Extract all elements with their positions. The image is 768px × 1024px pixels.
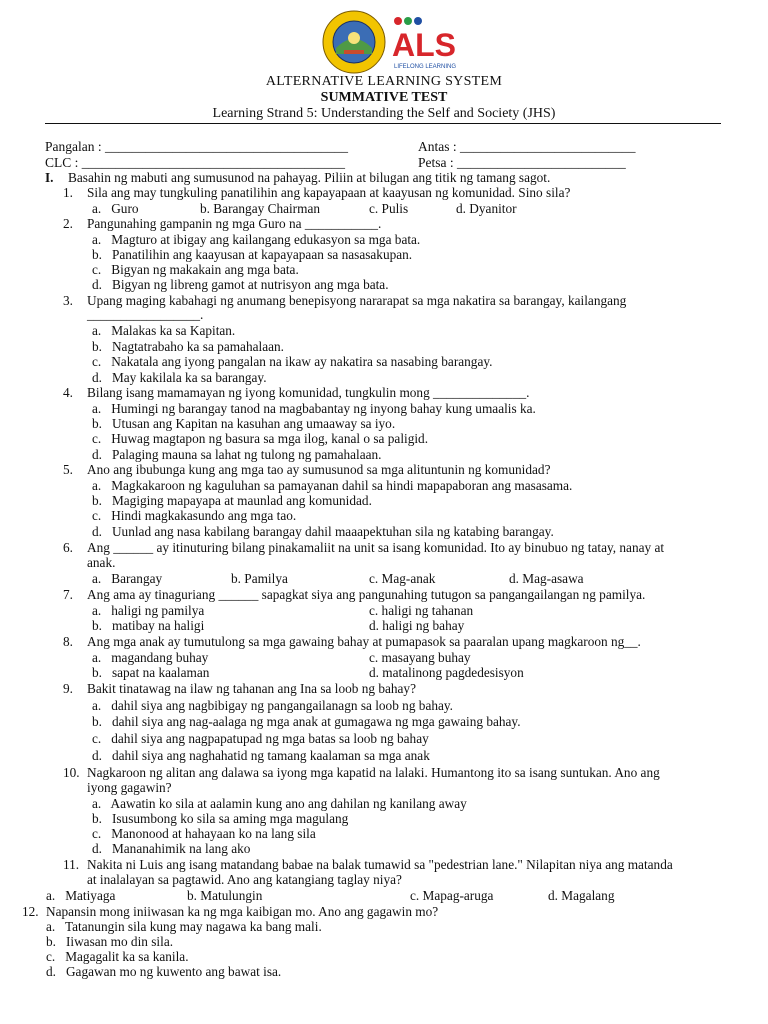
q1-option-c[interactable]: c. Pulis: [369, 201, 409, 216]
q5-option-d[interactable]: d. Uunlad ang nasa kabilang barangay dahil maaapektuhan sila ng katabing barangay.: [92, 524, 554, 539]
question-3-text-cont: _________________.: [87, 307, 204, 322]
question-6-text-cont: anak.: [87, 555, 116, 570]
q8-option-a[interactable]: a. magandang buhay: [92, 650, 209, 665]
q12-option-b[interactable]: b. Iiwasan mo din sila.: [46, 934, 174, 949]
question-7-number: 7.: [63, 587, 73, 602]
q3-option-d[interactable]: d. May kakilala ka sa barangay.: [92, 370, 267, 385]
question-2-number: 2.: [63, 216, 73, 231]
q7-option-b[interactable]: b. matibay na haligi: [92, 618, 205, 633]
strand-title: Learning Strand 5: Understanding the Self and Society (JHS): [212, 106, 556, 121]
q10-option-c[interactable]: c. Manonood at hahayaan ko na lang sila: [92, 826, 316, 841]
question-10-number: 10.: [63, 765, 80, 780]
q7-option-a[interactable]: a. haligi ng pamilya: [92, 603, 205, 618]
q2-option-c[interactable]: c. Bigyan ng makakain ang mga bata.: [92, 262, 299, 277]
question-7-text: Ang ama ay tinaguriang ______ sapagkat siya ang pangunahing tutugon sa pangangailangan ng pamilya.: [87, 587, 646, 602]
pangalan-field[interactable]: Pangalan : ____________________________________: [45, 139, 348, 154]
q12-option-d[interactable]: d. Gagawan mo ng kuwento ang bawat isa.: [46, 964, 282, 979]
system-title: ALTERNATIVE LEARNING SYSTEM: [265, 74, 503, 89]
q10-option-b[interactable]: b. Isusumbong ko sila sa aming mga magulang: [92, 811, 349, 826]
q5-option-a[interactable]: a. Magkakaroon ng kaguluhan sa pamayanan dahil sa hindi mapapaboran ang masasama.: [92, 478, 573, 493]
question-3-number: 3.: [63, 293, 73, 308]
section-number: I.: [45, 170, 54, 185]
q10-option-a[interactable]: a. Aawatin ko sila at aalamin kung ano ang dahilan ng kanilang away: [92, 796, 467, 811]
q1-option-b[interactable]: b. Barangay Chairman: [200, 201, 321, 216]
q4-option-b[interactable]: b. Utusan ang Kapitan na kasuhan ang umaaway sa iyo.: [92, 416, 396, 431]
question-9-text: Bakit tinatawag na ilaw ng tahanan ang Ina sa loob ng bahay?: [87, 681, 416, 696]
q4-option-c[interactable]: c. Huwag magtapon ng basura sa mga ilog, kanal o sa paligid.: [92, 431, 429, 446]
q8-option-b[interactable]: b. sapat na kaalaman: [92, 665, 210, 680]
question-6-text: Ang ______ ay itinuturing bilang pinakamaliit na unit sa isang komunidad. Ito ay binubuo ng tatay, nanay at: [87, 540, 665, 555]
als-logo-icon: [392, 16, 457, 72]
header-logos: [0, 10, 768, 72]
question-11-text: Nakita ni Luis ang isang matandang babae na balak tumawid sa "pedestrian lane." Nilapitan niya ang matanda: [87, 857, 673, 872]
q9-option-b[interactable]: b. dahil siya ang nag-aalaga ng mga anak at gumagawa ng mga gawaing bahay.: [92, 714, 521, 729]
q6-option-a[interactable]: a. Barangay: [92, 571, 163, 586]
question-1-text: Sila ang may tungkuling panatilihin ang kapayapaan at kaayusan ng komunidad. Sino sila?: [87, 185, 571, 200]
petsa-field[interactable]: Petsa : _________________________: [418, 155, 626, 170]
question-10-text-cont: iyong gagawin?: [87, 780, 172, 795]
q4-option-d[interactable]: d. Palaging mauna sa lahat ng tulong ng pamahalaan.: [92, 447, 382, 462]
question-12-number: 12.: [22, 904, 39, 919]
question-4-number: 4.: [63, 385, 73, 400]
question-10-text: Nagkaroon ng alitan ang dalawa sa iyong mga kapatid na lalaki. Humantong ito sa isang suntukan. Ano ang: [87, 765, 660, 780]
q8-option-c[interactable]: c. masayang buhay: [369, 650, 471, 665]
q11-option-c[interactable]: c. Mapag-aruga: [410, 888, 494, 903]
question-6-number: 6.: [63, 540, 73, 555]
deped-sorsogon-seal-icon: [322, 10, 386, 74]
question-9-number: 9.: [63, 681, 73, 696]
question-8-text: Ang mga anak ay tumutulong sa mga gawaing bahay at pumapasok sa paaralan upang magkaroon ng__.: [87, 634, 641, 649]
q11-option-a[interactable]: a. Matiyaga: [46, 888, 116, 903]
question-2-text: Pangunahing gampanin ng mga Guro na ___________.: [87, 216, 382, 231]
header-divider: [45, 123, 721, 124]
q8-option-d[interactable]: d. matalinong pagdedesisyon: [369, 665, 524, 680]
q12-option-a[interactable]: a. Tatanungin sila kung may nagawa ka bang mali.: [46, 919, 322, 934]
als-tagline: LIFELONG LEARNING: [394, 64, 457, 70]
q7-option-c[interactable]: c. haligi ng tahanan: [369, 603, 474, 618]
q4-option-a[interactable]: a. Humingi ng barangay tanod na magbabantay ng inyong bahay kung umaalis ka.: [92, 401, 536, 416]
q1-option-a[interactable]: a. Guro: [92, 201, 139, 216]
als-logo-text: ALS: [392, 27, 456, 63]
question-5-text: Ano ang ibubunga kung ang mga tao ay sumusunod sa mga alituntunin ng komunidad?: [87, 462, 551, 477]
q6-option-b[interactable]: b. Pamilya: [231, 571, 288, 586]
q7-option-d[interactable]: d. haligi ng bahay: [369, 618, 465, 633]
q1-option-d[interactable]: d. Dyanitor: [456, 201, 517, 216]
q12-option-c[interactable]: c. Magagalit ka sa kanila.: [46, 949, 189, 964]
q2-option-b[interactable]: b. Panatilihin ang kaayusan at kapayapaan sa nasasakupan.: [92, 247, 413, 262]
q3-option-c[interactable]: c. Nakatala ang iyong pangalan na ikaw ay nakatira sa nasabing barangay.: [92, 354, 493, 369]
q5-option-b[interactable]: b. Magiging mapayapa at maunlad ang komunidad.: [92, 493, 372, 508]
question-12-text: Napansin mong iniiwasan ka ng mga kaibigan mo. Ano ang gagawin mo?: [46, 904, 439, 919]
antas-field[interactable]: Antas : __________________________: [418, 139, 636, 154]
question-11-number: 11.: [63, 857, 80, 872]
clc-field[interactable]: CLC : _______________________________________: [45, 155, 346, 170]
section-instruction: Basahin ng mabuti ang sumusunod na pahayag. Piliin at bilugan ang titik ng tamang sagot.: [68, 170, 551, 185]
q6-option-d[interactable]: d. Mag-asawa: [509, 571, 584, 586]
q9-option-c[interactable]: c. dahil siya ang nagpapatupad ng mga batas sa loob ng bahay: [92, 731, 429, 746]
question-3-text: Upang maging kabahagi ng anumang benepisyong nararapat sa mga nakatira sa barangay, kailangang: [87, 293, 627, 308]
question-1-number: 1.: [63, 185, 73, 200]
q9-option-a[interactable]: a. dahil siya ang nagbibigay ng pangangailanagn sa loob ng bahay.: [92, 698, 454, 713]
q11-option-d[interactable]: d. Magalang: [548, 888, 615, 903]
q2-option-d[interactable]: d. Bigyan ng libreng gamot at nutrisyon ang mga bata.: [92, 277, 389, 292]
q10-option-d[interactable]: d. Mananahimik na lang ako: [92, 841, 251, 856]
q3-option-a[interactable]: a. Malakas ka sa Kapitan.: [92, 323, 236, 338]
question-8-number: 8.: [63, 634, 73, 649]
q5-option-c[interactable]: c. Hindi magkakasundo ang mga tao.: [92, 508, 297, 523]
test-title: SUMMATIVE TEST: [320, 90, 448, 105]
question-4-text: Bilang isang mamamayan ng iyong komunidad, tungkulin mong ______________.: [87, 385, 530, 400]
question-11-text-cont: at inalalayan sa pagtawid. Ano ang katangiang taglay niya?: [87, 872, 402, 887]
q9-option-d[interactable]: d. dahil siya ang naghahatid ng tamang kaalaman sa mga anak: [92, 748, 430, 763]
q6-option-c[interactable]: c. Mag-anak: [369, 571, 436, 586]
q2-option-a[interactable]: a. Magturo at ibigay ang kailangang edukasyon sa mga bata.: [92, 232, 421, 247]
question-5-number: 5.: [63, 462, 73, 477]
q11-option-b[interactable]: b. Matulungin: [187, 888, 263, 903]
q3-option-b[interactable]: b. Nagtatrabaho ka sa pamahalaan.: [92, 339, 284, 354]
